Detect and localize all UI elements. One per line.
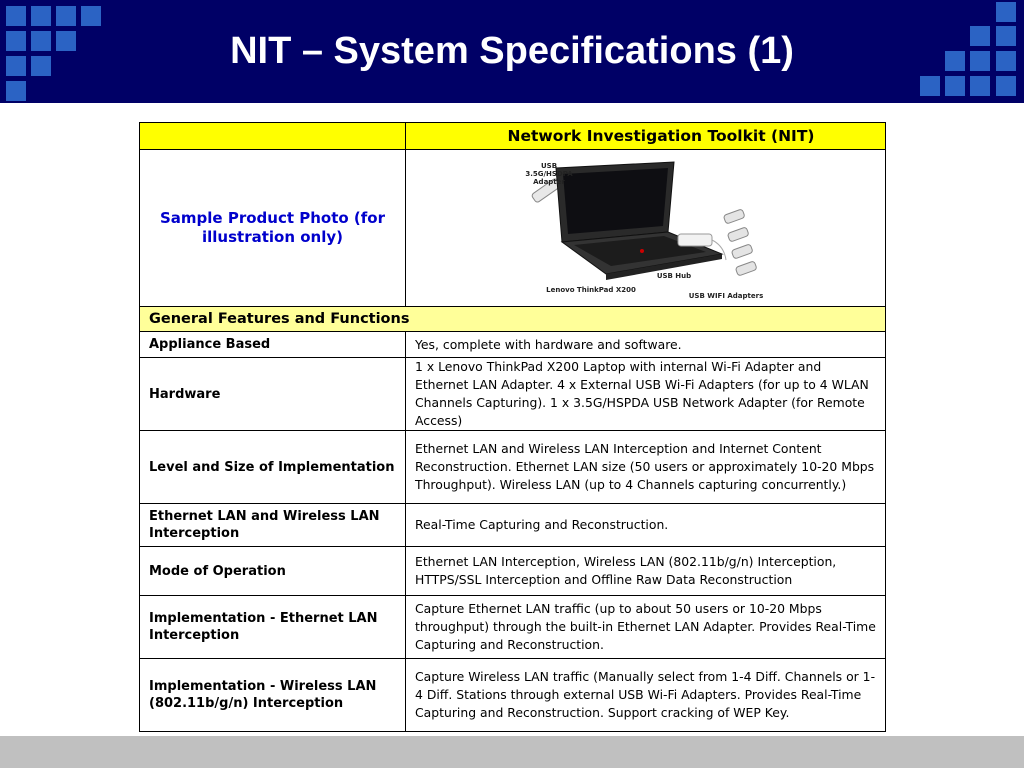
title-bar [0, 0, 1024, 103]
table-row [140, 332, 886, 358]
section-row [140, 307, 886, 332]
product-photo [406, 150, 884, 306]
decor-square [6, 6, 26, 26]
row-value: Real-Time Capturing and Reconstruction. [406, 504, 886, 547]
table-row [140, 659, 886, 732]
row-label: Mode of Operation [140, 547, 406, 596]
decor-square [996, 76, 1016, 96]
photo-label: Sample Product Photo (for illustration only) [140, 150, 406, 307]
table-row [140, 358, 886, 431]
table-row [140, 504, 886, 547]
photo-row [140, 150, 886, 307]
laptop-caption: Lenovo ThinkPad X200 [546, 286, 636, 294]
decor-square [996, 2, 1016, 22]
table-row [140, 596, 886, 659]
section-title: General Features and Functions [140, 307, 886, 332]
row-value: Ethernet LAN Interception, Wireless LAN (802.11b/g/n) Interception, HTTPS/SSL Interception and Offline Raw Data Reconstruction [406, 547, 886, 596]
usb-adapter-caption: USB 3.5G/HSDPA Adapter [525, 162, 573, 186]
table-row [140, 547, 886, 596]
usb-hub-caption: USB Hub [656, 272, 692, 280]
laptop-illustration [406, 150, 884, 306]
decor-square [970, 76, 990, 96]
header-empty-cell [140, 123, 406, 150]
decor-square [81, 6, 101, 26]
row-label: Ethernet LAN and Wireless LAN Interception [140, 504, 406, 547]
row-label: Implementation - Wireless LAN (802.11b/g/n) Interception [140, 659, 406, 732]
product-photo-cell [406, 150, 886, 307]
row-label: Implementation - Ethernet LAN Interception [140, 596, 406, 659]
decor-square [31, 6, 51, 26]
row-value: Yes, complete with hardware and software. [406, 332, 886, 358]
wifi-adapters-caption: USB WIFI Adapters [688, 292, 764, 300]
decor-square [56, 6, 76, 26]
table-header-row [140, 123, 886, 150]
spec-table [139, 122, 886, 732]
row-value: Ethernet LAN and Wireless LAN Interception and Internet Content Reconstruction. Ethernet LAN size (50 users or approximately 10-20 Mbps Throughput). Wireless LAN (up to 4 Channels capturing concurrently.) [406, 431, 886, 504]
decor-square [920, 76, 940, 96]
row-label: Appliance Based [140, 332, 406, 358]
decor-square [6, 81, 26, 101]
row-value: 1 x Lenovo ThinkPad X200 Laptop with internal Wi-Fi Adapter and Ethernet LAN Adapter. 4 x External USB Wi-Fi Adapters (for up to 4 WLAN Channels Capturing). 1 x 3.5G/HSPDA USB Network Adapter (for Remote Access) [406, 358, 886, 431]
row-value: Capture Ethernet LAN traffic (up to about 50 users or 10-20 Mbps throughput) through the built-in Ethernet LAN Adapter. Provides Real-Time Capturing and Reconstruction. [406, 596, 886, 659]
spec-table-image [139, 122, 886, 736]
row-value: Capture Wireless LAN traffic (Manually select from 1-4 Diff. Channels or 1-4 Diff. Stations through external USB Wi-Fi Adapters. Provides Real-Time Capturing and Reconstruction. Support cracking of WEP Key. [406, 659, 886, 732]
table-row [140, 431, 886, 504]
row-label: Hardware [140, 358, 406, 431]
row-label: Level and Size of Implementation [140, 431, 406, 504]
decor-square [945, 76, 965, 96]
table-header: Network Investigation Toolkit (NIT) [406, 123, 886, 150]
slide-title: NIT – System Specifications (1) [230, 30, 794, 72]
footer-bar [0, 736, 1024, 768]
